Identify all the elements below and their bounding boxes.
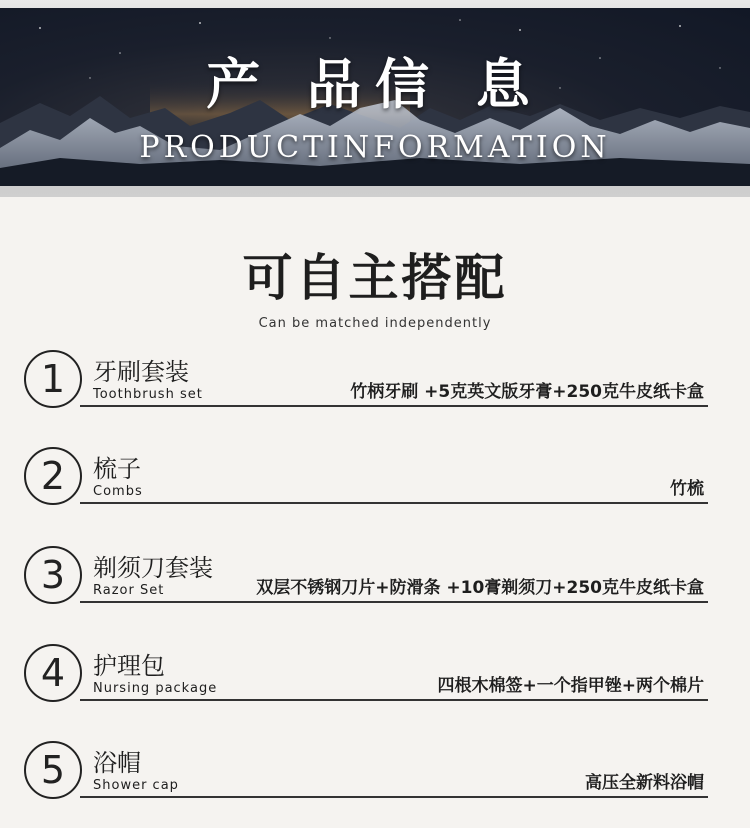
list-item-combs [24, 447, 708, 517]
item-english-name: Shower cap [93, 778, 179, 793]
item-underline [80, 699, 708, 701]
item-english-name: Nursing package [93, 681, 218, 696]
item-english-name: Toothbrush set [93, 387, 203, 402]
item-number-badge: 4 [24, 644, 82, 702]
item-name: 剃须刀套装 [93, 554, 213, 582]
section-subtitle: Can be matched independently [258, 316, 492, 331]
item-name: 护理包 [93, 652, 165, 680]
item-number-badge: 1 [24, 350, 82, 408]
section-title: 可自主搭配 [242, 249, 508, 307]
item-description: 高压全新料浴帽 [585, 773, 704, 793]
item-underline [80, 502, 708, 504]
list-item-toothbrush [24, 350, 708, 420]
banner-subtitle: PRODUCTINFORMATION [139, 130, 611, 165]
item-number-badge: 5 [24, 741, 82, 799]
item-description: 四根木棉签+一个指甲锉+两个棉片 [437, 676, 704, 696]
header-banner [0, 8, 750, 186]
item-english-name: Razor Set [93, 583, 165, 598]
item-name: 牙刷套装 [93, 358, 189, 386]
item-english-name: Combs [93, 484, 143, 499]
item-description: 竹柄牙刷 +5克英文版牙膏+250克牛皮纸卡盒 [350, 382, 704, 402]
item-description: 双层不锈钢刀片+防滑条 +10膏剃须刀+250克牛皮纸卡盒 [256, 578, 704, 598]
item-name: 梳子 [93, 455, 141, 483]
item-description: 竹梳 [670, 479, 704, 499]
item-underline [80, 405, 708, 407]
item-underline [80, 601, 708, 603]
item-name: 浴帽 [93, 749, 141, 777]
list-item-shower-cap [24, 741, 708, 811]
list-item-nursing [24, 644, 708, 714]
item-number-badge: 3 [24, 546, 82, 604]
banner-title: 产 品信 息 [206, 53, 544, 116]
item-number-badge: 2 [24, 447, 82, 505]
item-underline [80, 796, 708, 798]
list-item-razor [24, 546, 708, 616]
